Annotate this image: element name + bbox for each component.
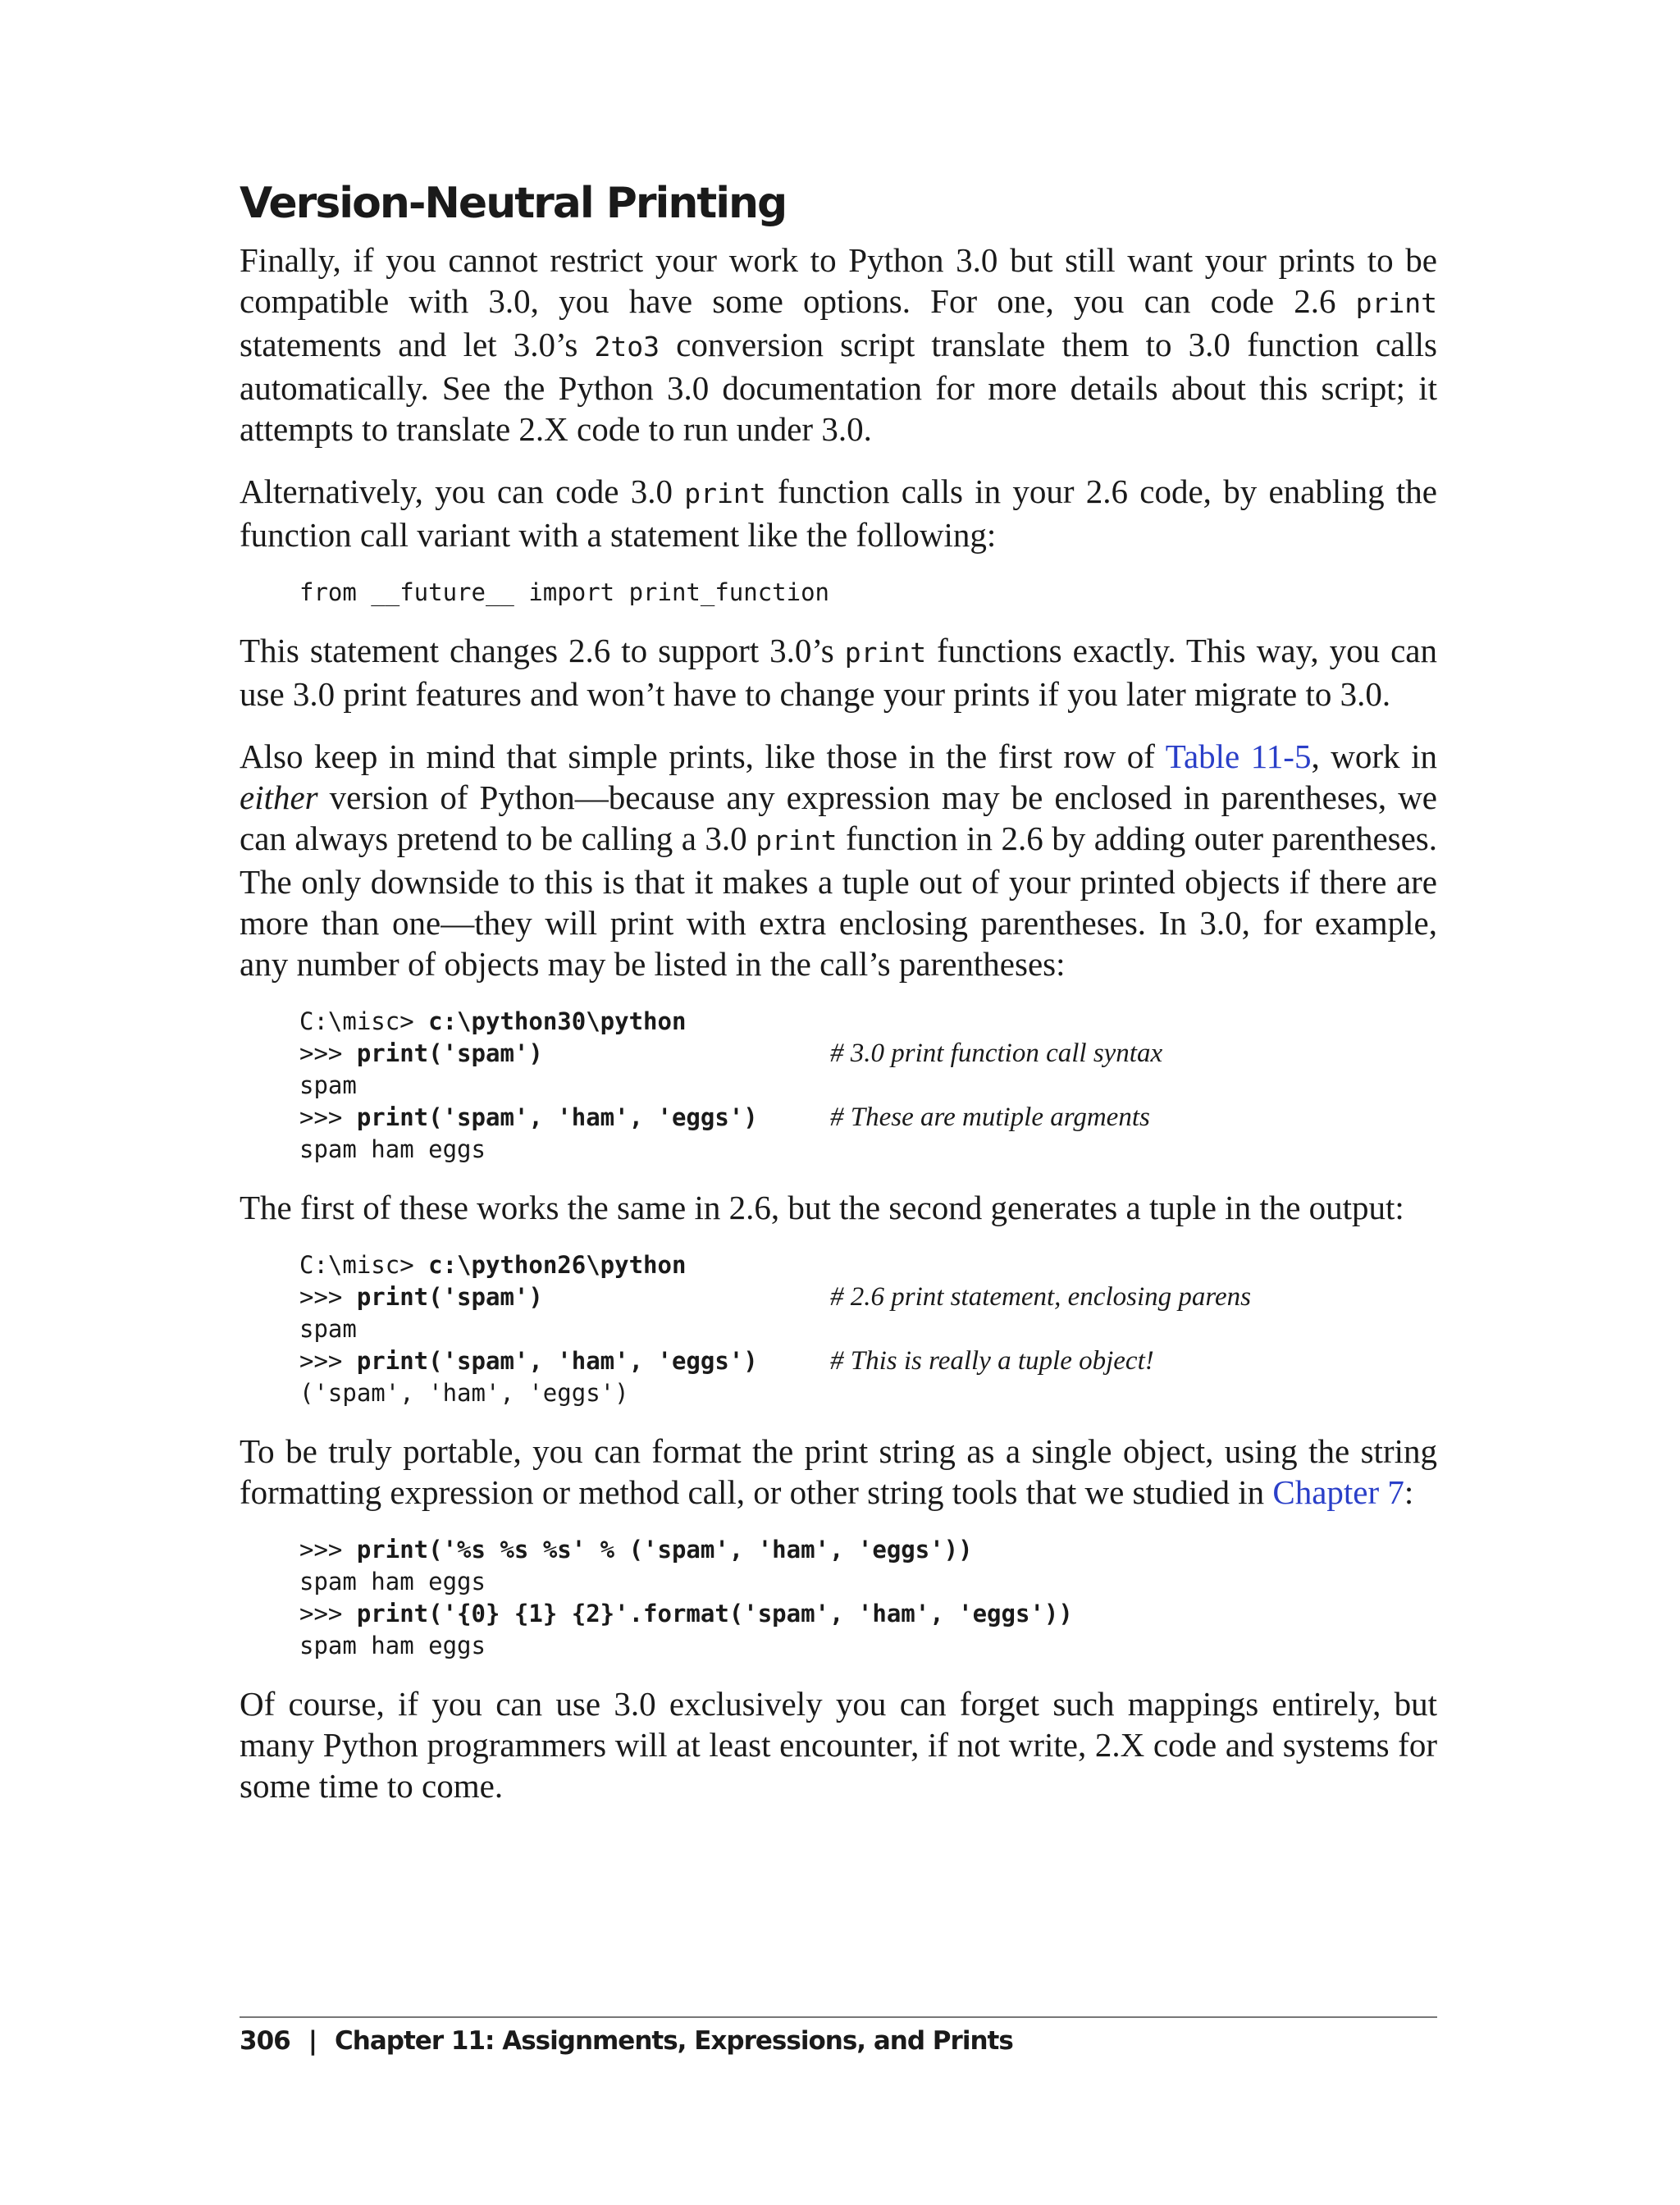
code-prompt: >>> xyxy=(299,1039,357,1067)
chapter-link[interactable]: Chapter 7 xyxy=(1272,1473,1404,1511)
code-prompt: >>> xyxy=(299,1536,357,1564)
table-link[interactable]: Table 11-5 xyxy=(1165,737,1312,775)
code-line xyxy=(299,1345,1437,1377)
inline-code: 2to3 xyxy=(594,331,660,363)
code-line xyxy=(299,1630,1437,1662)
text: function calls in your 2.6 code, by enabling the function call variant with a statement like the following: xyxy=(240,472,1437,554)
code-command: print('spam', 'ham', 'eggs') xyxy=(356,1103,758,1131)
code-line xyxy=(299,1038,1437,1070)
code-prompt: >>> xyxy=(299,1283,357,1311)
text: version of Python—because any expression may be enclosed in parentheses, we can always pretend to be calling a 3.0 xyxy=(240,778,1437,857)
code-output: spam xyxy=(299,1071,357,1099)
code-line xyxy=(299,1249,1437,1281)
paragraph-7: Of course, if you can use 3.0 exclusively you can forget such mappings entirely, but many Python programmers will at least encounter, if not write, 2.X code and systems for some time to come. xyxy=(240,1685,1437,1805)
code-output: spam ham eggs xyxy=(299,1135,486,1163)
code-output: spam xyxy=(299,1315,357,1343)
inline-code: print xyxy=(684,477,766,509)
code-line xyxy=(299,1313,1437,1345)
footer-divider xyxy=(240,2016,1437,2018)
footer-separator: | xyxy=(308,2026,317,2056)
code-comment: # 3.0 print function call syntax xyxy=(830,1039,1163,1068)
code-line xyxy=(299,1070,1437,1102)
code-prompt: C:\misc> xyxy=(299,1251,429,1279)
text: , work in xyxy=(1311,737,1438,775)
emphasis: either xyxy=(240,778,318,816)
inline-code: print xyxy=(844,637,927,669)
code-comment: # These are mutiple argments xyxy=(830,1102,1150,1132)
paragraph-3 xyxy=(240,630,1437,714)
code-prompt: >>> xyxy=(299,1347,357,1375)
code-line xyxy=(299,1598,1437,1630)
paragraph-5: The first of these works the same in 2.6, but the second generates a tuple in the output: xyxy=(240,1189,1404,1226)
chapter-title: Chapter 11: Assignments, Expressions, and Prints xyxy=(335,2026,1013,2056)
code-line xyxy=(299,1102,1437,1134)
page-number: 306 xyxy=(240,2026,290,2056)
code-line xyxy=(299,1566,1437,1598)
text: Finally, if you cannot restrict your work to Python 3.0 but still want your prints to be compatible with 3.0, you have some options. For one, you can code 2.6 xyxy=(240,241,1437,320)
page-footer xyxy=(240,2026,1013,2056)
paragraph-2 xyxy=(240,471,1437,555)
text: Alternatively, you can code 3.0 xyxy=(240,472,685,510)
code-block-format xyxy=(299,1534,1437,1662)
code-prompt: >>> xyxy=(299,1600,357,1628)
code-command: print('spam') xyxy=(356,1283,543,1311)
code-prompt: >>> xyxy=(299,1103,357,1131)
section-heading: Version-Neutral Printing xyxy=(240,179,787,228)
page-content xyxy=(240,179,1437,1828)
text: : xyxy=(1404,1473,1414,1511)
paragraph-6 xyxy=(240,1431,1437,1513)
code-command: c:\python26\python xyxy=(428,1251,687,1279)
text: Also keep in mind that simple prints, like those in the first row of xyxy=(240,737,1166,775)
inline-code: print xyxy=(1355,287,1437,319)
code-output: spam ham eggs xyxy=(299,1568,486,1596)
code-prompt: C:\misc> xyxy=(299,1007,429,1035)
code-line xyxy=(299,1534,1437,1566)
code-output: ('spam', 'ham', 'eggs') xyxy=(299,1379,629,1407)
text: To be truly portable, you can format the print string as a single object, using the string formatting expression or method call, or other string tools that we studied in xyxy=(240,1432,1437,1511)
code-line xyxy=(299,1377,1437,1409)
paragraph-1 xyxy=(240,240,1437,450)
code-block-python26 xyxy=(299,1249,1437,1409)
code-output: spam ham eggs xyxy=(299,1632,486,1659)
code-command: c:\python30\python xyxy=(428,1007,687,1035)
code-comment: # 2.6 print statement, enclosing parens xyxy=(830,1282,1251,1312)
code-command: print('{0} {1} {2}'.format('spam', 'ham', 'eggs')) xyxy=(356,1600,1073,1628)
text: statements and let 3.0’s xyxy=(240,326,595,363)
text: function in 2.6 by adding outer parentheses. The only downside to this is that it makes a tuple out of your printed objects if there are more than one—they will print with extra enclosing parentheses. In 3.0, for example, any number of objects may be listed in the call’s parentheses: xyxy=(240,819,1438,983)
code-command: print('spam') xyxy=(356,1039,543,1067)
inline-code: print xyxy=(756,824,838,856)
text: conversion script translate them to 3.0 function calls automatically. See the Python 3.0 documentation for more details about this script; it attempts to translate 2.X code to run under 3.0. xyxy=(240,326,1437,448)
code-command: print('spam', 'ham', 'eggs') xyxy=(356,1347,758,1375)
code-line xyxy=(299,1006,1437,1038)
code-line xyxy=(299,1134,1437,1166)
code-command: print('%s %s %s' % ('spam', 'ham', 'eggs')) xyxy=(356,1536,973,1564)
code-block-future-import xyxy=(299,577,1437,609)
code-line: from __future__ import print_function xyxy=(299,578,830,606)
text: This statement changes 2.6 to support 3.0’s xyxy=(240,632,845,669)
code-block-python30 xyxy=(299,1006,1437,1166)
code-line xyxy=(299,1281,1437,1313)
paragraph-4 xyxy=(240,736,1437,984)
code-comment: # This is really a tuple object! xyxy=(830,1346,1154,1376)
text: functions exactly. This way, you can use 3.0 print features and won’t have to change your prints if you later migrate to 3.0. xyxy=(240,632,1437,713)
